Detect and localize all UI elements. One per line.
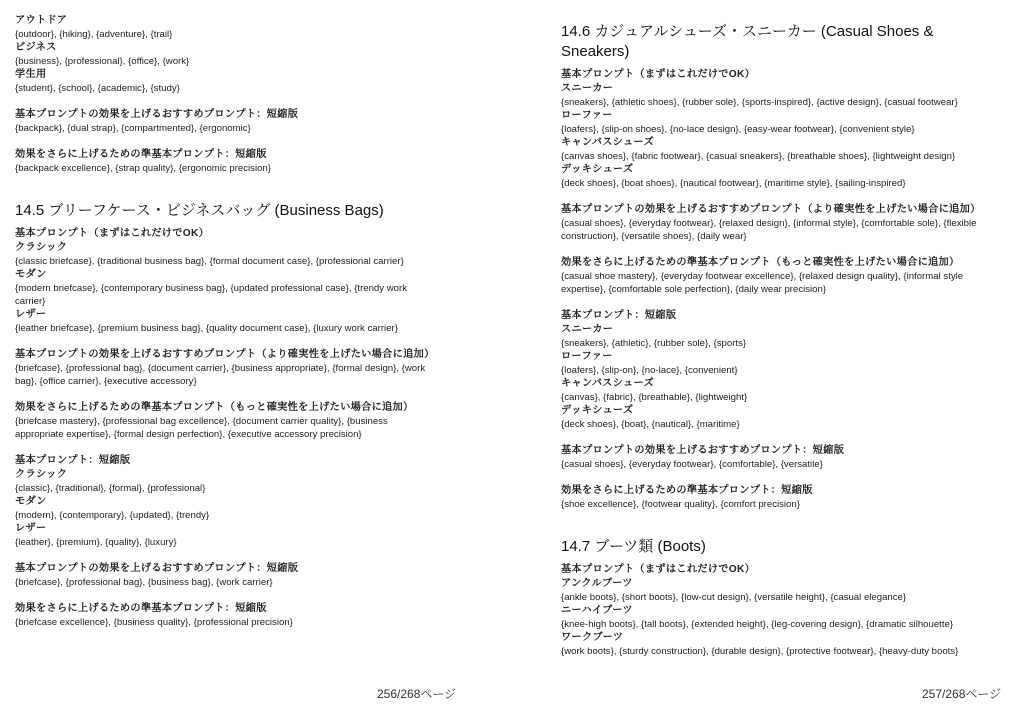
keyword-list: {canvas}, {fabric}, {breathable}, {lightweight}: [561, 392, 748, 403]
category-label: モダン: [15, 496, 47, 507]
recommended-prompt-label: 基本プロンプトの効果を上げるおすすめプロンプト（より確実性を上げたい場合に追加）: [15, 349, 435, 360]
basic-prompt-label: 基本プロンプト（まずはこれだけでOK）: [561, 69, 756, 80]
category-label: モダン: [15, 269, 47, 280]
keyword-list: {briefcase}, {professional bag}, {document carrier}, {business appropriate}, {formal design}, {work bag}, {office carrier}, {executive accessory}: [15, 363, 426, 387]
keyword-list: {classic}, {traditional}, {formal}, {professional}: [15, 483, 206, 494]
category-label: デッキシューズ: [561, 405, 634, 416]
keyword-list: {backpack excellence}, {strap quality}, {ergonomic precision}: [15, 163, 271, 174]
keyword-list: {casual shoes}, {everyday footwear}, {relaxed design}, {informal style}, {comfortable sole}, {flexible construction}, {versatile shoes}, {daily wear}: [561, 218, 977, 242]
category-label: デッキシューズ: [561, 164, 634, 175]
category-label: ニーハイブーツ: [561, 605, 633, 616]
right-page-content: [561, 16, 1001, 658]
sub-basic-prompt-label: 効果をさらに上げるための準基本プロンプト（もっと確実性を上げたい場合に追加）: [15, 402, 414, 413]
category-label: 学生用: [15, 69, 47, 80]
basic-prompt-label: 基本プロンプト（まずはこれだけでOK）: [15, 228, 210, 239]
backpack-category-list: [15, 14, 435, 95]
category-label: アンクルブーツ: [561, 578, 633, 589]
category-label: クラシック: [15, 469, 68, 480]
keyword-list: {work boots}, {sturdy construction}, {durable design}, {protective footwear}, {heavy-duty boots}: [561, 646, 959, 657]
keyword-list: {classic briefcase}, {traditional business bag}, {formal document case}, {professional carrier}: [15, 256, 404, 267]
keyword-list: {backpack}, {dual strap}, {compartmented}, {ergonomic}: [15, 123, 251, 134]
keyword-list: {sneakers}, {athletic}, {rubber sole}, {sports}: [561, 338, 747, 349]
recommended-prompt-label: 基本プロンプトの効果を上げるおすすめプロンプト（より確実性を上げたい場合に追加）: [561, 204, 981, 215]
keyword-list: {knee-high boots}, {tall boots}, {extended height}, {leg-covering design}, {dramatic silhouette}: [561, 619, 954, 630]
keyword-list: {briefcase mastery}, {professional bag excellence}, {document carrier quality}, {business appropriate expertise}, {formal design perfection}, {executive accessory precision}: [15, 416, 388, 440]
keyword-list: {outdoor}, {hiking}, {adventure}, {trail}: [15, 29, 173, 40]
keyword-list: {briefcase excellence}, {business quality}, {professional precision}: [15, 617, 293, 628]
page-number: 256/268ページ: [377, 687, 457, 701]
keyword-list: {loafers}, {slip-on shoes}, {no-lace design}, {easy-wear footwear}, {convenient style}: [561, 124, 915, 135]
category-label: アウトドア: [15, 15, 68, 26]
keyword-list: {student}, {school}, {academic}, {study}: [15, 83, 180, 94]
basic-short-label: 基本プロンプト：短縮版: [561, 310, 677, 321]
category-label: レザー: [15, 523, 47, 534]
sub-basic-short-label: 効果をさらに上げるための準基本プロンプト：短縮版: [15, 603, 267, 614]
keyword-list: {business}, {professional}, {office}, {work}: [15, 56, 190, 67]
keyword-list: {canvas shoes}, {fabric footwear}, {casual sneakers}, {breathable shoes}, {lightweight design}: [561, 151, 956, 162]
left-page-content: [15, 14, 435, 629]
keyword-list: {loafers}, {slip-on}, {no-lace}, {convenient}: [561, 365, 738, 376]
keyword-list: {deck shoes}, {boat}, {nautical}, {maritime}: [561, 419, 740, 430]
section-heading-14-6: 14.6 カジュアルシューズ・スニーカー (Casual Shoes & Sneakers): [561, 23, 934, 60]
category-label: レザー: [15, 309, 47, 320]
category-label: スニーカー: [561, 324, 614, 335]
category-label: クラシック: [15, 242, 68, 253]
recommended-short-label: 基本プロンプトの効果を上げるおすすめプロンプト：短縮版: [561, 445, 845, 456]
recommended-short-label: 基本プロンプトの効果を上げるおすすめプロンプト：短縮版: [15, 109, 299, 120]
category-label: ビジネス: [15, 42, 57, 53]
section-heading-14-5: 14.5 ブリーフケース・ビジネスバッグ (Business Bags): [15, 202, 384, 219]
keyword-list: {leather briefcase}, {premium business bag}, {quality document case}, {luxury work carrier}: [15, 323, 398, 334]
sub-basic-short-label: 効果をさらに上げるための準基本プロンプト：短縮版: [15, 149, 267, 160]
category-label: ローファー: [561, 110, 613, 121]
basic-short-label: 基本プロンプト：短縮版: [15, 455, 131, 466]
section-heading-14-7: 14.7 ブーツ類 (Boots): [561, 538, 706, 555]
category-label: キャンバスシューズ: [561, 378, 654, 389]
category-label: スニーカー: [561, 83, 614, 94]
basic-prompt-label: 基本プロンプト（まずはこれだけでOK）: [561, 564, 756, 575]
keyword-list: {modern}, {contemporary}, {updated}, {trendy}: [15, 510, 210, 521]
keyword-list: {ankle boots}, {short boots}, {low-cut design}, {versatile height}, {casual elegance}: [561, 592, 907, 603]
category-label: ローファー: [561, 351, 613, 362]
keyword-list: {casual shoe mastery}, {everyday footwear excellence}, {relaxed design quality}, {informal style expertise}, {comfortable sole perfection}, {daily wear precision}: [561, 271, 964, 295]
recommended-short-label: 基本プロンプトの効果を上げるおすすめプロンプト：短縮版: [15, 563, 299, 574]
keyword-list: {modern briefcase}, {contemporary business bag}, {updated professional case}, {trendy work carrier}: [15, 283, 407, 307]
keyword-list: {deck shoes}, {boat shoes}, {nautical footwear}, {maritime style}, {sailing-inspired}: [561, 178, 906, 189]
page-257: [512, 0, 1024, 712]
category-label: キャンバスシューズ: [561, 137, 654, 148]
keyword-list: {briefcase}, {professional bag}, {business bag}, {work carrier}: [15, 577, 273, 588]
keyword-list: {leather}, {premium}, {quality}, {luxury}: [15, 537, 177, 548]
sub-basic-short-label: 効果をさらに上げるための準基本プロンプト：短縮版: [561, 485, 813, 496]
keyword-list: {sneakers}, {athletic shoes}, {rubber sole}, {sports-inspired}, {active design}, {casual footwear}: [561, 97, 958, 108]
keyword-list: {shoe excellence}, {footwear quality}, {comfort precision}: [561, 499, 800, 510]
page-number: 257/268ページ: [922, 687, 1002, 701]
sub-basic-prompt-label: 効果をさらに上げるための準基本プロンプト（もっと確実性を上げたい場合に追加）: [561, 257, 960, 268]
keyword-list: {casual shoes}, {everyday footwear}, {comfortable}, {versatile}: [561, 459, 823, 470]
category-label: ワークブーツ: [561, 632, 624, 643]
